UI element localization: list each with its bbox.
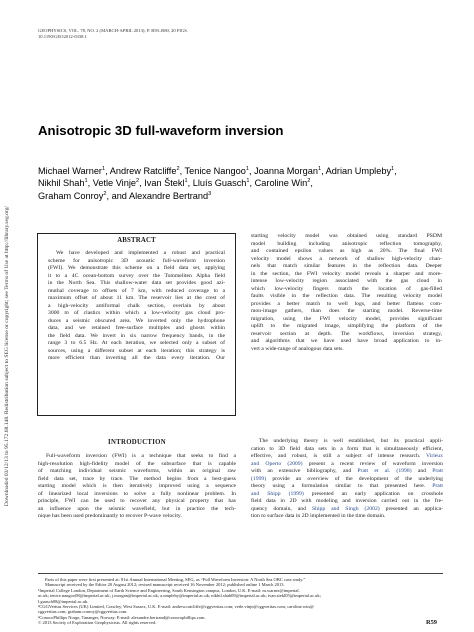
text-line: scheme for anisotropic 3D acoustic full-waveform inversion [48, 257, 225, 264]
text-line: of linearized local inversions to solve a fully nonlinear problem. In [38, 490, 236, 497]
text-line [251, 446, 443, 454]
text-segment: presented an early application on crosshole [303, 490, 443, 497]
citation-link[interactable]: (1999) [251, 475, 267, 482]
text-line: starting velocity model was obtained using standard PSDM [251, 233, 442, 239]
footnote-line: cggveritas.com; graham.conroy@cggveritas.com. [38, 609, 128, 615]
page-number: R59 [426, 619, 438, 626]
author-separator: , [187, 178, 193, 189]
author-name: Ivan Štekl [144, 178, 185, 189]
text-line: provides a better match to well logs, and better flattens com- [251, 300, 442, 307]
text-line [251, 483, 443, 491]
text-line: reservoir section at depth. The workflows, inversion strategy, [251, 330, 442, 337]
text-line: intense low-velocity region associated with the gas cloud in [251, 278, 442, 285]
author-name: Adrian Umpleby [325, 166, 392, 176]
text-line [251, 453, 443, 461]
author-affiliation: 2 [135, 178, 140, 185]
journal-citation: GEOPHYSICS, VOL. 78, NO. 2 (MARCH-APRIL 2013); P. R59–R80, 20 FIGS. [38, 28, 188, 33]
journal-header [38, 28, 188, 41]
footnote-line: Parts of this paper were first presented at: 81st Annual International Meeting, SEG, as “Full Waveform Inversion: A North Sea OBC case study.” [45, 577, 306, 582]
text-line: starting model which is then iteratively improved using a sequence [38, 483, 236, 489]
author-separator: , [248, 166, 255, 176]
text-line: an influence upon the seismic wavefield, but in practice the tech- [38, 505, 236, 512]
text-line: which low-velocity fingers match the location of gas-filled [251, 285, 442, 292]
text-line: in the North Sea. This shallow-water data set provides good azi- [48, 280, 225, 287]
text-segment: The underlying theory is well established, but its practical appli- [259, 438, 443, 444]
author-affiliation: 1 [246, 178, 250, 185]
author-affiliation: 1 [245, 165, 249, 172]
text-line: nels that match similar features in the reflection data. Deeper [251, 263, 442, 270]
text-segment: provide an overview of the development of the underlying [266, 475, 443, 482]
author-line-2 [38, 177, 458, 189]
author-affiliation: 2 [307, 178, 311, 185]
download-side-note-text: Downloaded 03/12/13 to 95.172.68.148. Redistribution subject to SEG license or copyright; see Terms of Use at http://library.seg.org/ [4, 205, 10, 507]
author-name: Graham Conroy [38, 190, 104, 201]
author-separator: , [321, 166, 326, 176]
citation-link[interactable]: Shipp and Singh (2002) [311, 505, 380, 512]
text-segment: present a recent review of waveform inversion [302, 460, 443, 467]
text-line: high-resolution high-fidelity model of the subsurface that is capable [38, 460, 236, 467]
citation-link[interactable]: and Operto (2009) [251, 460, 303, 467]
author-separator: , [179, 166, 185, 176]
text-line: Full-waveform inversion (FWI) is a technique that seeks to find a [46, 453, 236, 459]
text-line: sources, using a different subset at each iteration; this strategy is [48, 347, 225, 354]
paper-title: Anisotropic 3D full-waveform inversion [38, 123, 284, 138]
footnotes [38, 577, 443, 626]
text-segment: presented an applica- [379, 505, 443, 512]
abstract-heading: ABSTRACT [117, 237, 156, 244]
abstract-right-text [251, 233, 442, 353]
author-name: Andrew Ratcliffe [109, 166, 177, 176]
text-line: range 3 to 6.5 Hz. At each iteration, we selected only a subset of [48, 340, 225, 347]
author-affiliation: 2 [176, 165, 180, 172]
text-line [251, 461, 443, 469]
citation-link[interactable]: Pratt [432, 483, 443, 489]
footnote-line: ³ConocoPhillips Norge, Tananger, Norway. E-mail: alexandre.bertrand@conocophillips.com. [38, 614, 206, 620]
text-segment: theory using a formulation similar to that presented here. [251, 483, 433, 489]
text-line: field data set, trace by trace. The method begins from a best-guess [38, 475, 236, 482]
text-line: migration, using the FWI velocity model, provides significant [251, 315, 442, 322]
author-separator: , [105, 166, 110, 176]
footnote-line: ²CGGVeritas Services (UK) Limited, Crawley, West Sussex, U.K. E-mail: andrew.ratcliffe@cggveritas.com; vetle.vinje@cggveritas.com; caroline.win@ [38, 604, 314, 610]
author-name: Michael Warner [38, 166, 102, 176]
citation-link[interactable]: Pratt [432, 468, 443, 474]
citation-link[interactable]: and Shipp (1999) [251, 490, 304, 497]
footnote-line: l.guasch08@imperial.ac.uk. [38, 598, 89, 604]
text-segment: tion to surface data in 2D implemented in the time domain. [251, 513, 386, 519]
text-line: faults visible in the reflection data. The resulting velocity model [251, 293, 442, 300]
author-separator: , [87, 178, 93, 189]
author-affiliation: 2 [103, 190, 107, 197]
author-affiliation: 1 [84, 178, 88, 185]
author-separator: , [249, 178, 255, 189]
citation-link[interactable]: Pratt et al. (1998) [357, 468, 412, 474]
author-name: Alexandre Bertrand [128, 190, 209, 201]
text-line: 3000 m of clastics within which a low-velocity gas cloud pro- [48, 310, 225, 317]
text-line: mon-image gathers, than does the starting model. Reverse-time [251, 308, 442, 315]
doi: 10.1190/GEO2012-0338.1 [38, 34, 87, 40]
text-line: model building including anisotropic reflection tomography, [251, 240, 442, 247]
text-line: principle, FWI can be used to recover any physical property that has [38, 498, 236, 504]
footnote-line: ac.uk; tenice.nangoo08@imperial.ac.uk; j.morgan@imperial.ac.uk; a.umpleby@imperial.ac.uk; nikhil.shah09@imperial.ac.uk; ivan.stekl05@imperial.ac.uk; [38, 593, 321, 599]
citation-link[interactable]: Virieux [425, 453, 443, 459]
author-name: Joanna Morgan [254, 166, 318, 176]
text-line: (FWI). We demonstrate this scheme on a field data set, applying [48, 265, 225, 272]
text-segment: effective, and robust, is still a subject of intense research. [251, 453, 426, 459]
text-line: We have developed and implemented a robust and practical [56, 250, 225, 256]
author-affiliation: 3 [208, 190, 212, 197]
text-line: data, and we retained free-surface multiples and ghosts within [48, 325, 225, 332]
text-line: maximum offset of about 11 km. The reservoir lies at the crest of [48, 295, 225, 302]
author-separator: , [394, 166, 397, 176]
text-line: of matching individual seismic waveforms, within an original raw [38, 468, 236, 474]
text-line: nique has been used predominantly to recover P-wave velocity. [38, 513, 182, 519]
text-line [251, 506, 443, 514]
author-line-1 [38, 165, 458, 177]
text-line: and contained epsilon values as high as 20%. The final FWI [251, 248, 442, 255]
text-line: a high-velocity antiformal chalk section, overlain by about [48, 302, 225, 309]
text-segment: with an extensive bibliography, and [251, 468, 358, 474]
text-line [251, 476, 443, 484]
text-line: uplift to the migrated image, simplifying the platform of the [251, 323, 442, 330]
text-line: muthal coverage to offsets of 7 km, with reduced coverage to a [48, 287, 225, 294]
text-line: it to a 4C ocean-bottom survey over the Tommeliten Alpha field [48, 272, 225, 279]
text-line: more efficient than inverting all the data every iteration. Our [48, 355, 225, 362]
abstract-left-text [48, 250, 225, 363]
text-line [251, 498, 443, 506]
author-name: Lluís Guasch [192, 178, 247, 189]
author-separator: , [310, 178, 313, 189]
author-affiliation: 1 [102, 165, 106, 172]
author-affiliation: 1 [391, 165, 395, 172]
introduction-heading: INTRODUCTION [108, 439, 166, 446]
download-side-note [1, 96, 13, 616]
text-line: and algorithms that we have used have broad application to in- [251, 338, 442, 345]
author-list [38, 165, 458, 202]
author-affiliation: 1 [184, 178, 188, 185]
text-line: in the section, the FWI velocity model reveals a sharper and more- [251, 270, 442, 277]
introduction-right-text [251, 438, 443, 521]
footnote-line: ¹Imperial College London, Department of Earth Science and Engineering, South Kensington campus, London, U.K. E-mail: m.warner@imperial. [38, 587, 300, 593]
author-name: Tenice Nangoo [184, 166, 246, 176]
footnote-rule [38, 573, 443, 574]
author-name: Vetle Vinje [92, 178, 136, 189]
text-line: duces a seismic obscured area. We inverted only the hydrophone [48, 317, 225, 324]
author-name: Nikhil Shah [38, 178, 85, 189]
author-affiliation: 1 [317, 165, 322, 172]
text-line: velocity model shows a network of shallow high-velocity chan- [251, 255, 442, 262]
author-separator: , [139, 178, 145, 189]
text-line: vert a wide-range of analogous data sets. [251, 345, 344, 352]
abstract-box [37, 233, 236, 416]
text-segment: and [411, 468, 433, 474]
author-line-3 [38, 190, 458, 202]
text-segment: quency domain, and [251, 505, 312, 512]
text-line [251, 438, 443, 446]
text-line: the field data. We invert in six narrow frequency bands, in the [48, 332, 225, 339]
text-line [251, 468, 443, 476]
author-separator: , and [106, 190, 129, 201]
footnote-line: © 2013 Society of Exploration Geophysicists. All rights reserved. [38, 620, 157, 626]
author-name: Caroline Win [254, 178, 308, 189]
introduction-left-text [38, 453, 236, 521]
text-line [251, 513, 443, 521]
text-segment: field data in 2D with modeling and inversion carried out in the fre- [251, 498, 443, 504]
footnote-line: Manuscript received by the Editor 20 August 2012; revised manuscript received 16 November 2012; published online 1 March 2013. [45, 582, 285, 588]
text-line [251, 491, 443, 499]
text-segment: cation to 3D field data sets in a form that is simultaneously efficient, [251, 445, 443, 452]
